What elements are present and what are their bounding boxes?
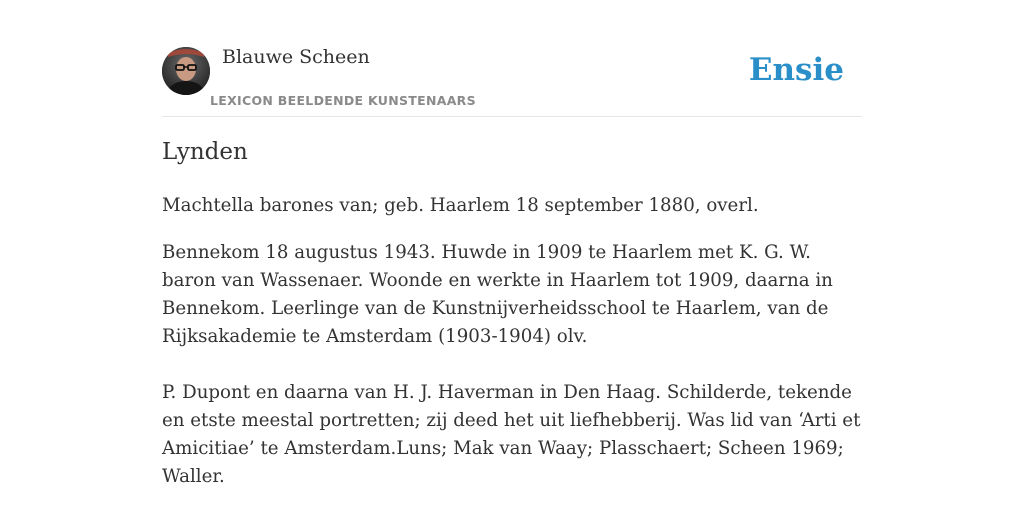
author-name[interactable]: Blauwe Scheen bbox=[222, 46, 370, 68]
avatar[interactable] bbox=[162, 47, 210, 95]
article-header bbox=[162, 44, 862, 117]
site-logo[interactable]: Ensie bbox=[748, 52, 844, 88]
category-label[interactable]: LEXICON BEELDENDE KUNSTENAARS bbox=[210, 93, 476, 108]
article-paragraph: P. Dupont en daarna van H. J. Haverman in Den Haag. Schilderde, tekende en etste meestal portretten; zij deed het uit liefhebberij. Was lid van ‘Arti et Amicitiae’ te Amsterdam.Luns; Mak van Waay; Plasschaert; Scheen 1969; Waller. bbox=[162, 382, 861, 487]
article-paragraph: Machtella barones van; geb. Haarlem 18 september 1880, overl. bbox=[162, 195, 759, 216]
article-title: Lynden bbox=[162, 139, 248, 165]
article-paragraph: Bennekom 18 augustus 1943. Huwde in 1909 te Haarlem met K. G. W. baron van Wassenaer. Woonde en werkte in Haarlem tot 1909, daarna in Bennekom. Leerlinge van de Kunstnijverheidsschool te Haarlem, van de Rijksakademie te Amsterdam (1903-1904) olv. bbox=[162, 242, 833, 347]
person-photo-icon bbox=[162, 47, 210, 95]
